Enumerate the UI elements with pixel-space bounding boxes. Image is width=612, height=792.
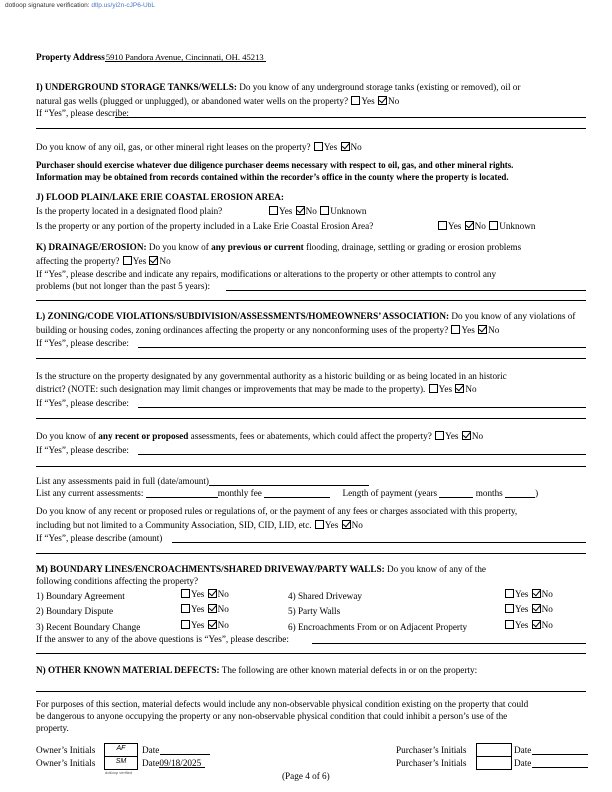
section-n-line1	[36, 665, 477, 675]
section-k-text-b: affecting the property?	[36, 256, 120, 266]
section-l-length-label: Length of payment (years	[342, 488, 438, 498]
yes-label: Yes	[461, 325, 475, 335]
section-l-q4-yes-checkbox[interactable]	[315, 520, 324, 529]
section-m-item-5-yes-checkbox[interactable]	[505, 604, 514, 613]
section-n-intro: The following are other known material defects in or on the property:	[221, 665, 478, 675]
section-l-q4-describe-line2[interactable]	[36, 553, 586, 554]
section-m-item-5: 5) Party Walls	[288, 606, 341, 616]
section-l-q2-line2	[36, 384, 477, 394]
section-i-q1-line2	[36, 96, 399, 106]
section-l-line1	[36, 311, 575, 321]
section-l-q4-describe: If “Yes”, please describe (amount)	[36, 533, 163, 543]
section-l-q2-text-a: Is the structure on the property designated by any governmental authority as a historic building or as being located in an historic	[36, 371, 507, 381]
section-m-item-1-options	[180, 589, 229, 599]
section-i-q1-text-b: natural gas wells (plugged or unplugged), or abandoned water wells on the property?	[36, 96, 349, 106]
no-label: No	[217, 589, 229, 599]
section-m-item-1-yes-checkbox[interactable]	[181, 589, 190, 598]
section-l-q2-describe-line2[interactable]	[36, 418, 586, 419]
page-number: (Page 4 of 6)	[282, 771, 330, 781]
owner-date-value-2[interactable]: 09/18/2025	[159, 758, 205, 768]
yes-label: Yes	[279, 206, 293, 216]
section-k-text-a2: any previous or current	[211, 242, 304, 252]
yes-label: Yes	[445, 431, 459, 441]
purchaser-date-field-1[interactable]	[532, 754, 588, 755]
section-k-describe-1: If “Yes”, please describe and indicate any repairs, modifications or alterations to the property or other attempts to control any	[36, 269, 497, 279]
section-m-item-4: 4) Shared Driveway	[288, 591, 362, 601]
owner-initials-label-2: Owner’s Initials	[36, 758, 96, 768]
section-l-q1-yes-checkbox[interactable]	[451, 325, 460, 334]
section-l-monthly-label: monthly fee	[217, 488, 262, 498]
section-l-current-field[interactable]	[146, 488, 218, 498]
section-l-current-label: List any current assessments:	[36, 488, 144, 498]
no-label: No	[305, 206, 317, 216]
section-m-item-6-yes-checkbox[interactable]	[505, 620, 514, 629]
owner-date-field-1[interactable]	[160, 754, 210, 755]
section-n-describe-line[interactable]	[36, 691, 586, 692]
owner-date-text-2: Date	[142, 758, 160, 768]
section-k-text-a3: flooding, drainage, settling or grading or erosion problems	[306, 242, 522, 252]
section-l-q1-describe-line[interactable]	[138, 347, 586, 348]
yes-label: Yes	[448, 221, 462, 231]
section-l-q4-describe-line[interactable]	[172, 542, 586, 543]
dotloop-verified-note: dotloop verified	[105, 770, 133, 775]
section-l-q2-describe: If “Yes”, please describe:	[36, 398, 129, 408]
section-m-item-4-no-checkbox[interactable]	[532, 589, 541, 598]
section-i-warning-2: Information may be obtained from records contained within the recorder’s office in the county where the property is located.	[36, 172, 509, 182]
yes-label: Yes	[191, 604, 205, 614]
section-n-para-2: be dangerous to anyone occupying the property or any non-observable physical condition that could inhibit a person’s use of the	[36, 711, 508, 721]
section-l-q4-text-b: including but not limited to a Community Association, SID, CID, LID, etc.	[36, 520, 312, 530]
section-l-current-row	[36, 488, 538, 498]
purchaser-date-label-1: Date	[514, 745, 532, 755]
owner-signature-2: SM	[115, 758, 127, 765]
section-j-title: J) FLOOD PLAIN/LAKE ERIE COASTAL EROSION AREA:	[36, 192, 284, 202]
no-label: No	[474, 221, 486, 231]
section-l-q3	[36, 431, 483, 441]
section-m-item-2-options	[180, 604, 229, 614]
no-label: No	[388, 96, 400, 106]
purchaser-initials-label-2: Purchaser’s Initials	[396, 758, 467, 768]
section-n-title: N) OTHER KNOWN MATERIAL DEFECTS:	[36, 665, 220, 675]
section-l-q1-text-b: building or housing codes, zoning ordinances affecting the property or any nonconforming uses of the property?	[36, 325, 449, 335]
section-k-line1	[36, 242, 521, 252]
section-k-describe-line2[interactable]	[36, 300, 586, 301]
section-i-q1-describe-line[interactable]	[115, 117, 586, 118]
section-m-title: M) BOUNDARY LINES/ENCROACHMENTS/SHARED DRIVEWAY/PARTY WALLS:	[36, 564, 385, 574]
section-j-q2-unknown-checkbox[interactable]	[489, 221, 498, 230]
no-label: No	[471, 431, 484, 441]
yes-label: Yes	[132, 256, 147, 266]
section-i-q2-text: Do you know of any oil, gas, or other mineral right leases on the property?	[36, 142, 311, 152]
section-l-q1-describe: If “Yes”, please describe:	[36, 338, 129, 348]
section-l-months-field[interactable]	[505, 488, 535, 498]
section-l-q3-yes-checkbox[interactable]	[435, 431, 444, 440]
section-m-line1	[36, 564, 486, 574]
section-l-q4-text-a: Do you know of any recent or proposed rules or regulations of, or the payment of any fees or charges associated with this property,	[36, 506, 518, 516]
yes-label: Yes	[438, 384, 453, 394]
section-l-q3-no-checkbox[interactable]	[462, 431, 471, 440]
section-m-intro-a: Do you know of any of the	[386, 564, 486, 574]
section-l-q1-describe-line2[interactable]	[36, 358, 586, 359]
section-j-q2-options	[437, 221, 535, 231]
verification-link[interactable]: dtlp.us/yi2n-cJP6-UbL	[91, 2, 155, 9]
owner-initials-box-2[interactable]	[104, 756, 138, 770]
no-label: No	[465, 384, 477, 394]
section-k-title: K) DRAINAGE/EROSION:	[36, 242, 147, 252]
section-l-q4-line2	[36, 520, 363, 530]
section-k-line2	[36, 256, 171, 266]
section-l-q2-text-b: district? (NOTE: such designation may limit changes or improvements that may be made to the property).	[36, 384, 426, 394]
section-j-q2-yes-checkbox[interactable]	[438, 221, 447, 230]
verification-label: dotloop signature verification:	[5, 2, 90, 9]
section-m-item-4-yes-checkbox[interactable]	[505, 589, 514, 598]
owner-date-label-2	[142, 758, 205, 768]
section-k-text-a1: Do you know of	[148, 242, 209, 252]
section-l-paid-row	[36, 476, 369, 486]
yes-label: Yes	[191, 620, 205, 630]
no-label: No	[541, 589, 553, 599]
unknown-label: Unknown	[330, 206, 367, 216]
unknown-label: Unknown	[499, 221, 536, 231]
section-l-q1-text-a: Do you know of any violations of	[451, 311, 576, 321]
section-l-q3-describe: If “Yes”, please describe:	[36, 445, 129, 455]
section-l-q2-no-checkbox[interactable]	[455, 384, 464, 393]
purchaser-date-field-2[interactable]	[532, 767, 588, 768]
no-label: No	[217, 620, 229, 630]
section-i-q1-line1	[36, 82, 520, 92]
owner-initials-label-1: Owner’s Initials	[36, 745, 96, 755]
no-label: No	[541, 604, 553, 614]
section-m-item-6-options	[504, 620, 553, 630]
section-m-describe-line2[interactable]	[36, 653, 586, 654]
section-m-intro-b: following conditions affecting the property?	[36, 576, 199, 586]
purchaser-initials-box-1[interactable]	[476, 743, 512, 757]
section-l-paid-field[interactable]	[209, 476, 369, 486]
section-j-q1-text: Is the property located in a designated flood plain?	[36, 206, 223, 216]
section-i-q1-yes-checkbox[interactable]	[351, 96, 360, 105]
section-m-item-2-no-checkbox[interactable]	[208, 604, 217, 613]
section-j-q1-unknown-checkbox[interactable]	[320, 206, 329, 215]
section-m-item-3-no-checkbox[interactable]	[208, 620, 217, 629]
section-i-q1-text-a: Do you know of any underground storage tanks (existing or removed), oil or	[239, 82, 521, 92]
property-address-row	[36, 52, 266, 62]
section-n-para-1: For purposes of this section, material defects would include any non-observable physical condition existing on the property that could	[36, 699, 529, 709]
section-l-q4-no-checkbox[interactable]	[342, 520, 351, 529]
section-i-warning-1: Purchaser should exercise whatever due diligence purchaser deems necessary with respect to oil, gas, and other mineral rights.	[36, 160, 514, 170]
section-m-item-2-yes-checkbox[interactable]	[181, 604, 190, 613]
section-k-describe-line[interactable]	[226, 290, 586, 291]
section-k-yes-checkbox[interactable]	[123, 256, 132, 265]
section-m-item-4-options	[504, 589, 553, 599]
section-j-q1-yes-checkbox[interactable]	[269, 206, 278, 215]
section-m-answer-yes: If the answer to any of the above questions is “Yes”, please describe:	[36, 634, 289, 644]
yes-label: Yes	[324, 520, 339, 530]
owner-initials-box-1[interactable]	[104, 743, 138, 757]
section-l-q3-text-a: Do you know of	[36, 431, 96, 441]
section-i-q2-no-checkbox[interactable]	[341, 142, 350, 151]
yes-label: Yes	[515, 589, 529, 599]
section-i-q1-describe-line2[interactable]	[36, 128, 586, 129]
section-l-q3-describe-line2[interactable]	[36, 466, 586, 467]
section-m-item-6: 6) Encroachments From or on Adjacent Property	[288, 622, 468, 632]
yes-label: Yes	[515, 604, 529, 614]
section-m-item-2: 2) Boundary Dispute	[36, 606, 114, 616]
section-l-monthly-field[interactable]	[264, 488, 330, 498]
purchaser-date-label-2: Date	[514, 758, 532, 768]
no-label: No	[541, 620, 553, 630]
section-l-q3-describe-line[interactable]	[138, 454, 586, 455]
yes-label: Yes	[323, 142, 338, 152]
section-l-q2-describe-line[interactable]	[138, 407, 586, 408]
section-l-close-paren: )	[535, 488, 539, 498]
section-i-q1-describe: If “Yes”, please describe:	[36, 108, 129, 118]
purchaser-initials-box-2[interactable]	[476, 756, 512, 770]
yes-label: Yes	[515, 620, 529, 630]
section-m-item-5-no-checkbox[interactable]	[532, 604, 541, 613]
section-i-q2-yes-checkbox[interactable]	[314, 142, 323, 151]
no-label: No	[217, 604, 229, 614]
property-address-value[interactable]: 5910 Pandora Avenue, Cincinnati, OH. 45213	[105, 52, 264, 62]
section-j-q2-no-checkbox[interactable]	[465, 221, 474, 230]
section-j-q1-no-checkbox[interactable]	[296, 206, 305, 215]
section-n-para-3: property.	[36, 723, 69, 733]
section-l-q1-line2	[36, 325, 499, 335]
section-k-describe-2: problems (but not longer than the past 5 years):	[36, 281, 211, 291]
yes-label: Yes	[361, 96, 375, 106]
section-m-item-1: 1) Boundary Agreement	[36, 591, 125, 601]
no-label: No	[351, 520, 363, 530]
section-i-title: I) UNDERGROUND STORAGE TANKS/WELLS:	[36, 82, 237, 92]
section-l-title: L) ZONING/CODE VIOLATIONS/SUBDIVISION/ASSESSMENTS/HOMEOWNERS’ ASSOCIATION:	[36, 311, 450, 321]
section-m-item-1-no-checkbox[interactable]	[208, 589, 217, 598]
section-l-paid-label: List any assessments paid in full (date/amount)	[36, 476, 209, 486]
no-label: No	[159, 256, 171, 266]
section-m-item-3: 3) Recent Boundary Change	[36, 622, 141, 632]
section-l-q3-text-c: assessments, fees or abatements, which could affect the property?	[190, 431, 432, 441]
section-m-item-6-no-checkbox[interactable]	[532, 620, 541, 629]
section-l-q2-yes-checkbox[interactable]	[429, 384, 438, 393]
section-j-q1-options	[268, 206, 366, 216]
property-address-label: Property Address	[36, 52, 105, 62]
section-j-q2-text: Is the property or any portion of the property included in a Lake Erie Coastal Erosion Area?	[36, 221, 374, 231]
no-label: No	[350, 142, 362, 152]
verification-header	[5, 2, 155, 9]
section-k-no-checkbox[interactable]	[149, 256, 158, 265]
purchaser-initials-label-1: Purchaser’s Initials	[396, 745, 467, 755]
section-l-years-field[interactable]	[439, 488, 473, 498]
section-m-item-3-yes-checkbox[interactable]	[181, 620, 190, 629]
section-m-item-3-options	[180, 620, 229, 630]
section-m-item-5-options	[504, 604, 553, 614]
section-i-q1-no-checkbox[interactable]	[378, 96, 387, 105]
section-l-months-label: months	[475, 488, 503, 498]
owner-signature-1: AF	[116, 745, 126, 752]
section-m-describe-line[interactable]	[312, 643, 586, 644]
yes-label: Yes	[191, 589, 205, 599]
section-i-q2	[36, 142, 362, 152]
section-l-q3-text-b: any recent or proposed	[98, 431, 189, 441]
owner-date-label-1: Date	[142, 745, 160, 755]
section-l-q1-no-checkbox[interactable]	[478, 325, 487, 334]
no-label: No	[488, 325, 500, 335]
